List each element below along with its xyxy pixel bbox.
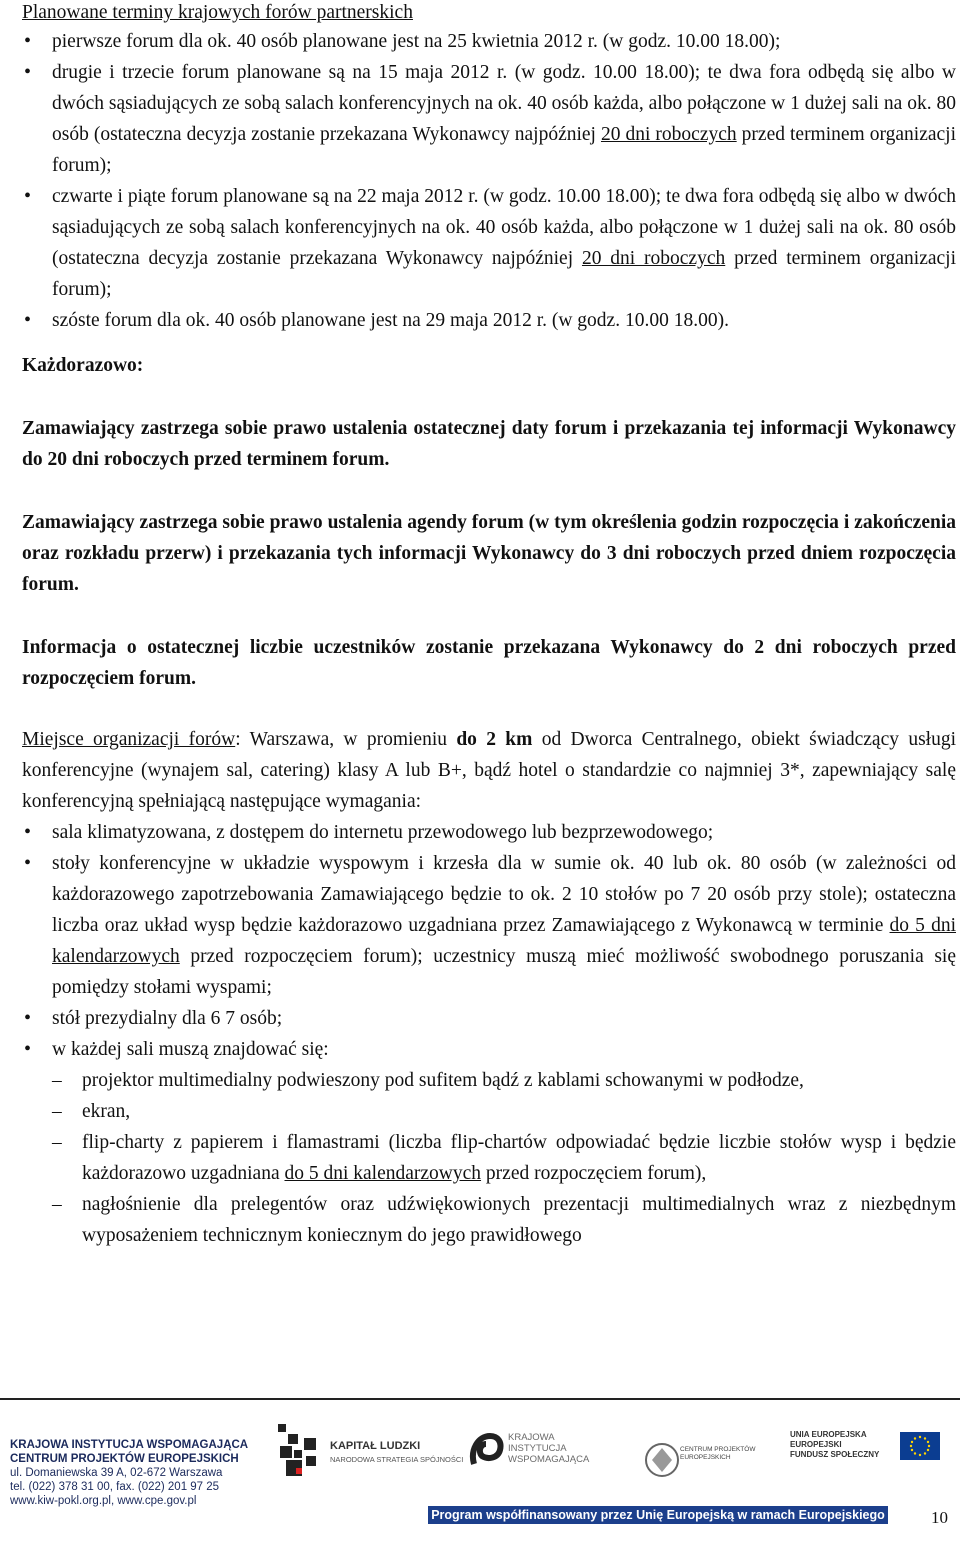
list-item: • sala klimatyzowana, z dostępem do internetu przewodowego lub bezprzewodowego; bbox=[22, 817, 956, 848]
paragraph-location: Miejsce organizacji forów: Warszawa, w promieniu do 2 km od Dworca Centralnego, obiekt świadczący usługi konferencyjne (wynajem sal, catering) klasy A lub B+, bądź hotel o standardzie co najmniej 3*, zapewniający salę konferencyjną spełniającą następujące wymagania: bbox=[22, 729, 956, 812]
list-item: • pierwsze forum dla ok. 40 osób planowane jest na 25 kwietnia 2012 r. (w godz. 10.00 18.00); bbox=[22, 26, 956, 57]
list-item: • szóste forum dla ok. 40 osób planowane jest na 29 maja 2012 r. (w godz. 10.00 18.00). bbox=[22, 305, 956, 336]
kiw-logo-icon bbox=[468, 1430, 504, 1470]
list-item: • drugie i trzecie forum planowane są na 15 maja 2012 r. (w godz. 10.00 18.00); te dwa fora odbędą się albo w dwóch sąsiadujących ze sobą salach konferencyjnych na ok. 40 osób każda, albo połączone w 1 dużej sali na ok. 80 osób (ostateczna decyzja zostanie przekazana Wykonawcy najpóźniej 20 dni roboczych przed terminem organizacji forum); bbox=[22, 57, 956, 181]
eu-logo-text: UNIA EUROPEJSKA EUROPEJSKI FUNDUSZ SPOŁECZNY bbox=[790, 1430, 880, 1459]
list-item: • w każdej sali muszą znajdować się: bbox=[22, 1034, 956, 1065]
kiw-address-block: KRAJOWA INSTYTUCJA WSPOMAGAJĄCA CENTRUM PROJEKTÓW EUROPEJSKICH ul. Domaniewska 39 A, 02-672 Warszawa tel. (022) 378 31 00, fax. (022) 201 97 25 www.kiw-pokl.org.pl, www.cpe.gov.pl bbox=[10, 1439, 249, 1507]
program-cofinancing-bar: Program współfinansowany przez Unię Europejską w ramach Europejskiego Funduszu Społecznego bbox=[428, 1506, 888, 1524]
kazdorazowo-label: Każdorazowo: bbox=[22, 355, 144, 376]
list-item: – nagłośnienie dla prelegentów oraz udźwiękowionych prezentacji multimedialnych wraz z niezbędnym wyposażeniem technicznym koniecznym do jego prawidłowego bbox=[22, 1189, 956, 1251]
list-item: – projektor multimedialny podwieszony pod sufitem bądź z kablami schowanymi w podłodze, bbox=[22, 1065, 956, 1096]
page-number: 10 bbox=[931, 1508, 948, 1527]
footer bbox=[0, 1410, 960, 1540]
footer-divider bbox=[0, 1398, 960, 1400]
list-item: • czwarte i piąte forum planowane są na 22 maja 2012 r. (w godz. 10.00 18.00); te dwa fora odbędą się albo w dwóch sąsiadujących ze sobą salach konferencyjnych na ok. 40 osób każda, albo połączone w 1 dużej sali na ok. 80 osób (ostateczna decyzja zostanie przekazana Wykonawcy najpóźniej 20 dni roboczych przed terminem organizacji forum); bbox=[22, 181, 956, 305]
list-item: • stoły konferencyjne w układzie wyspowym i krzesła dla w sumie ok. 40 lub ok. 80 osób (w zależności od każdorazowego zapotrzebowania Zamawiającego będzie to ok. 2 10 stołów po 7 20 osób przy stole); ostateczna liczba oraz układ wysp będzie każdorazowo uzgadniana przez Zamawiającego z Wykonawcą w terminie do 5 dni kalendarzowych przed rozpoczęciem forum); uczestnicy muszą mieć możliwość swobodnego poruszania się pomiędzy stołami wyspami; bbox=[22, 848, 956, 1003]
cpe-logo-text: CENTRUM PROJEKTÓW EUROPEJSKICH bbox=[680, 1446, 756, 1461]
paragraph-participants: Informacja o ostatecznej liczbie uczestników zostanie przekazana Wykonawcy do 2 dni roboczych przed rozpoczęciem forum. bbox=[22, 637, 956, 689]
kapital-ludzki-text: KAPITAŁ LUDZKI NARODOWA STRATEGIA SPÓJNOŚCI bbox=[330, 1440, 464, 1464]
schedule-list bbox=[22, 26, 956, 336]
list-item: • stół prezydialny dla 6 7 osób; bbox=[22, 1003, 956, 1034]
list-item: – ekran, bbox=[22, 1096, 956, 1127]
list-item: – flip-charty z papierem i flamastrami (liczba flip-chartów odpowiadać będzie liczbie stołów wysp i będzie każdorazowo uzgadniana do 5 dni kalendarzowych przed rozpoczęciem forum), bbox=[22, 1127, 956, 1189]
equipment-list bbox=[22, 1065, 956, 1251]
section-heading: Planowane terminy krajowych forów partnerskich bbox=[22, 2, 413, 23]
kiw-logo-text: KRAJOWA INSTYTUCJA WSPOMAGAJĄCA bbox=[508, 1432, 590, 1465]
page-content bbox=[22, 0, 956, 1251]
paragraph-forum-date: Zamawiający zastrzega sobie prawo ustalenia ostatecznej daty forum i przekazania tej informacji Wykonawcy do 20 dni roboczych przed terminem forum. bbox=[22, 418, 956, 470]
eu-flag-icon bbox=[900, 1432, 940, 1460]
paragraph-agenda: Zamawiający zastrzega sobie prawo ustalenia agendy forum (w tym określenia godzin rozpoczęcia i zakończenia oraz rozkładu przerw) i przekazania tych informacji Wykonawcy do 3 dni roboczych przed dniem rozpoczęcia forum. bbox=[22, 512, 956, 595]
requirements-list bbox=[22, 817, 956, 1065]
